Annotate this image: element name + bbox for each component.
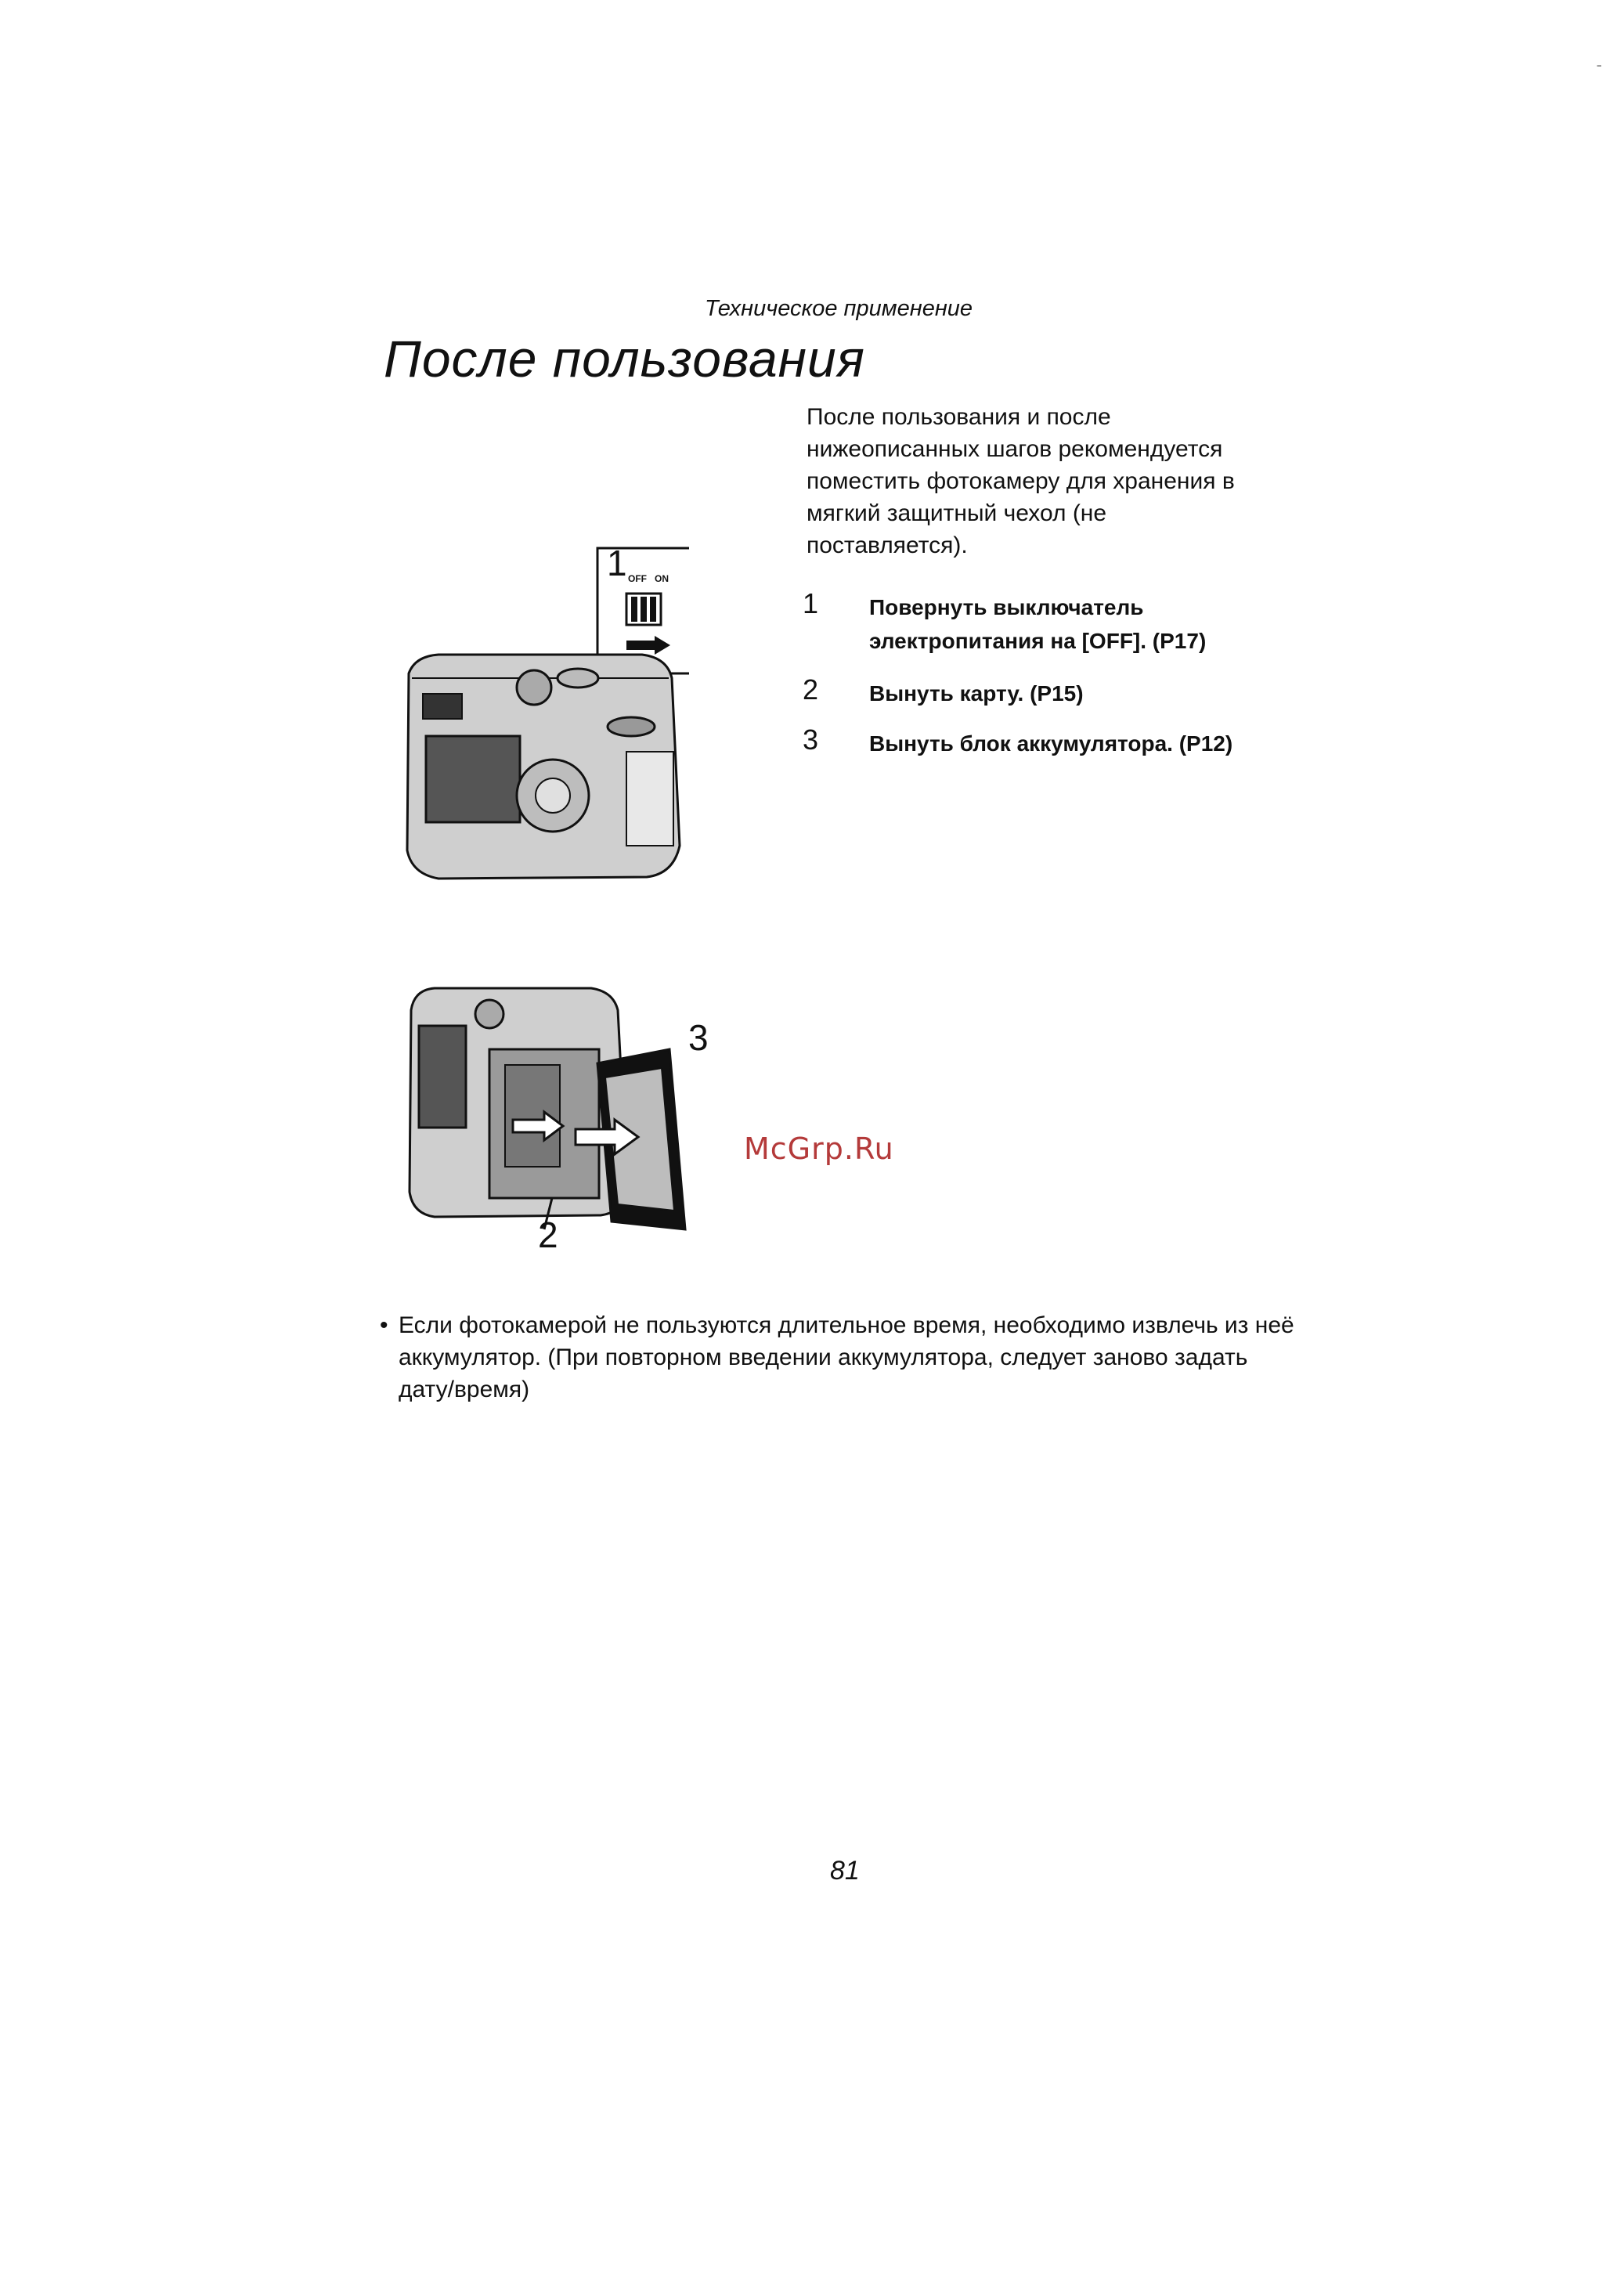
intro-line: поставляется). xyxy=(807,532,968,558)
lcd-screen xyxy=(426,736,520,822)
note-paragraph xyxy=(380,1309,1319,1406)
switch-off-label: OFF xyxy=(628,573,647,584)
viewfinder xyxy=(423,694,462,719)
step-number: 2 xyxy=(803,673,819,706)
bullet-icon: • xyxy=(380,1312,388,1338)
figure-card-battery xyxy=(395,963,724,1261)
intro-line: нижеописанных шагов рекомендуется xyxy=(807,436,1223,462)
mode-dial xyxy=(517,670,551,705)
switch-on-label: ON xyxy=(655,573,669,584)
step-item xyxy=(803,587,1304,673)
note-line: аккумулятор. (При повторном введении аккумулятора, следует заново задать xyxy=(399,1344,1248,1370)
figure-label: 1 xyxy=(607,543,627,583)
scan-corner-mark: ‑ xyxy=(1596,55,1602,74)
step-line: электропитания на [OFF]. (P17) xyxy=(869,629,1207,653)
intro-line: После пользования и после xyxy=(807,404,1111,430)
mode-dial xyxy=(475,1000,503,1028)
memory-card-slot xyxy=(505,1065,560,1167)
figure-power-switch xyxy=(392,540,689,885)
step-number: 3 xyxy=(803,724,819,756)
step-item xyxy=(803,673,1304,724)
note-line: дату/время) xyxy=(399,1377,530,1402)
step-line: Вынуть блок аккумулятора. (P12) xyxy=(869,731,1233,756)
shutter-button xyxy=(558,669,598,688)
figure-label-card: 2 xyxy=(538,1214,558,1255)
page-title: После пользования xyxy=(384,330,865,388)
camera-top-illustration xyxy=(392,540,689,885)
camera-side-illustration xyxy=(395,963,724,1261)
intro-line: мягкий защитный чехол (не xyxy=(807,500,1107,526)
step-text xyxy=(869,677,1084,710)
note-line: Если фотокамерой не пользуются длительное время, необходимо извлечь из неё xyxy=(399,1312,1294,1338)
step-number: 1 xyxy=(803,587,819,619)
lcd-screen xyxy=(419,1026,466,1128)
page-number: 81 xyxy=(830,1856,860,1886)
intro-paragraph xyxy=(807,401,1308,561)
step-text xyxy=(869,590,1206,658)
step-line: Вынуть карту. (P15) xyxy=(869,681,1084,706)
note-body xyxy=(399,1309,1319,1406)
watermark: McGrp.Ru xyxy=(744,1131,894,1166)
step-text xyxy=(869,727,1232,760)
side-door xyxy=(626,752,673,846)
intro-line: поместить фотокамеру для хранения в xyxy=(807,468,1235,494)
step-line: Повернуть выключатель xyxy=(869,595,1144,619)
step-item xyxy=(803,724,1304,774)
steps-list xyxy=(803,587,1304,774)
figure-label-battery: 3 xyxy=(688,1017,709,1058)
section-label: Техническое применение xyxy=(705,296,973,321)
